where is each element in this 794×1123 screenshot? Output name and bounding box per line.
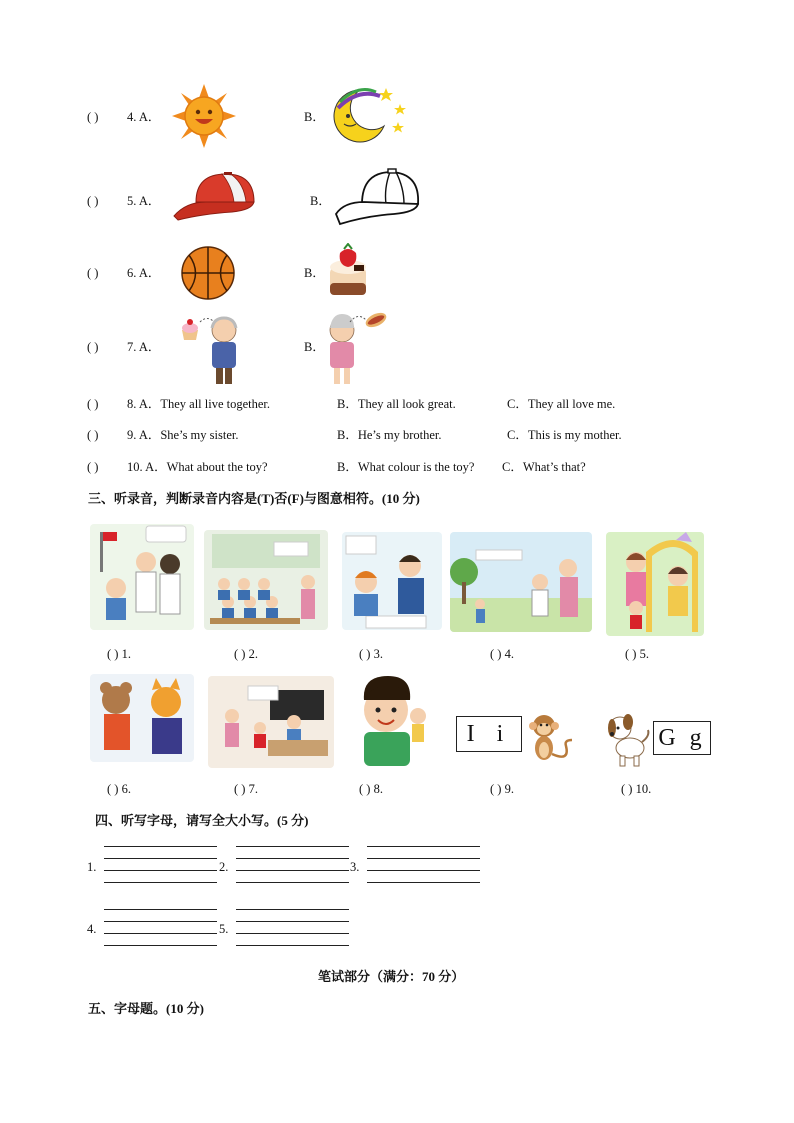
writing-label-5: 5. bbox=[219, 922, 229, 936]
scene-3-picture bbox=[342, 532, 442, 630]
answer-2[interactable]: ( ) 2. bbox=[234, 647, 258, 661]
option-a-label: A． bbox=[138, 194, 161, 208]
writing-label-3: 3. bbox=[350, 860, 360, 874]
grandma-hotdog-icon bbox=[326, 308, 388, 386]
writing-label-1: 1. bbox=[87, 860, 97, 874]
option-a-label: A． bbox=[138, 340, 161, 354]
written-part-title: 笔试部分（满分：70 分） bbox=[318, 969, 465, 984]
answer-7[interactable]: ( ) 7. bbox=[234, 782, 258, 796]
option-a-label: A． bbox=[138, 266, 161, 280]
option-b-label: B． bbox=[304, 340, 325, 354]
writing-label-4: 4. bbox=[87, 922, 97, 936]
answer-1[interactable]: ( ) 1. bbox=[107, 647, 131, 661]
scene-5-picture bbox=[606, 532, 704, 636]
red-cap-icon bbox=[172, 172, 258, 224]
answer-paren[interactable]: ( ) bbox=[87, 397, 99, 411]
scene-6-picture bbox=[90, 674, 194, 762]
option-a-label: A． bbox=[138, 110, 161, 124]
option-b: B．What colour is the toy? bbox=[337, 460, 475, 474]
answer-paren[interactable]: ( ) bbox=[87, 460, 99, 474]
monkey-icon bbox=[522, 710, 582, 770]
letters-box-10: G g bbox=[653, 721, 711, 755]
question-number: 7. bbox=[127, 340, 137, 354]
option-a: A．She’s my sister. bbox=[138, 428, 239, 442]
answer-4[interactable]: ( ) 4. bbox=[490, 647, 514, 661]
scene-4-picture bbox=[450, 532, 592, 632]
answer-paren[interactable]: ( ) bbox=[87, 194, 99, 208]
basketball-icon bbox=[180, 245, 236, 301]
answer-paren[interactable]: ( ) bbox=[87, 266, 99, 280]
option-a: A．They all live together. bbox=[138, 397, 271, 411]
cake-icon bbox=[326, 243, 370, 301]
section-4-title: 四、听写字母，请写全大小写。(5 分) bbox=[95, 813, 309, 828]
question-number: 4. bbox=[127, 110, 137, 124]
section-3-title: 三、听录音，判断录音内容是(T)否(F)与图意相符。(10 分) bbox=[88, 491, 420, 506]
question-number: 5. bbox=[127, 194, 137, 208]
answer-8[interactable]: ( ) 8. bbox=[359, 782, 383, 796]
section-5-title: 五、字母题。(10 分) bbox=[88, 1001, 204, 1016]
answer-paren[interactable]: ( ) bbox=[87, 340, 99, 354]
option-c: C．This is my mother. bbox=[507, 428, 622, 442]
dog-icon bbox=[604, 712, 652, 768]
option-c: C．What’s that? bbox=[502, 460, 586, 474]
question-number: 10. bbox=[127, 460, 143, 474]
option-b-label: B． bbox=[304, 110, 325, 124]
scene-1-picture bbox=[90, 524, 194, 630]
answer-paren[interactable]: ( ) bbox=[87, 110, 99, 124]
scene-7-picture bbox=[208, 676, 334, 768]
sun-icon bbox=[172, 84, 236, 148]
answer-5[interactable]: ( ) 5. bbox=[625, 647, 649, 661]
answer-6[interactable]: ( ) 6. bbox=[107, 782, 131, 796]
scene-2-picture bbox=[204, 530, 328, 630]
writing-label-2: 2. bbox=[219, 860, 229, 874]
answer-3[interactable]: ( ) 3. bbox=[359, 647, 383, 661]
answer-10[interactable]: ( ) 10. bbox=[621, 782, 652, 796]
option-b: B．They all look great. bbox=[337, 397, 456, 411]
question-number: 6. bbox=[127, 266, 137, 280]
grandpa-cupcake-icon bbox=[178, 308, 244, 386]
white-cap-icon bbox=[334, 168, 422, 228]
option-b: B．He’s my brother. bbox=[337, 428, 442, 442]
option-c: C．They all love me. bbox=[507, 397, 616, 411]
question-number: 8. bbox=[127, 397, 137, 411]
answer-9[interactable]: ( ) 9. bbox=[490, 782, 514, 796]
option-b-label: B． bbox=[310, 194, 331, 208]
option-a: A．What about the toy? bbox=[145, 460, 268, 474]
question-number: 9. bbox=[127, 428, 137, 442]
scene-8-picture bbox=[342, 670, 442, 770]
letters-box-9: I i bbox=[456, 716, 522, 752]
moon-stars-icon bbox=[330, 86, 408, 144]
option-b-label: B． bbox=[304, 266, 325, 280]
answer-paren[interactable]: ( ) bbox=[87, 428, 99, 442]
